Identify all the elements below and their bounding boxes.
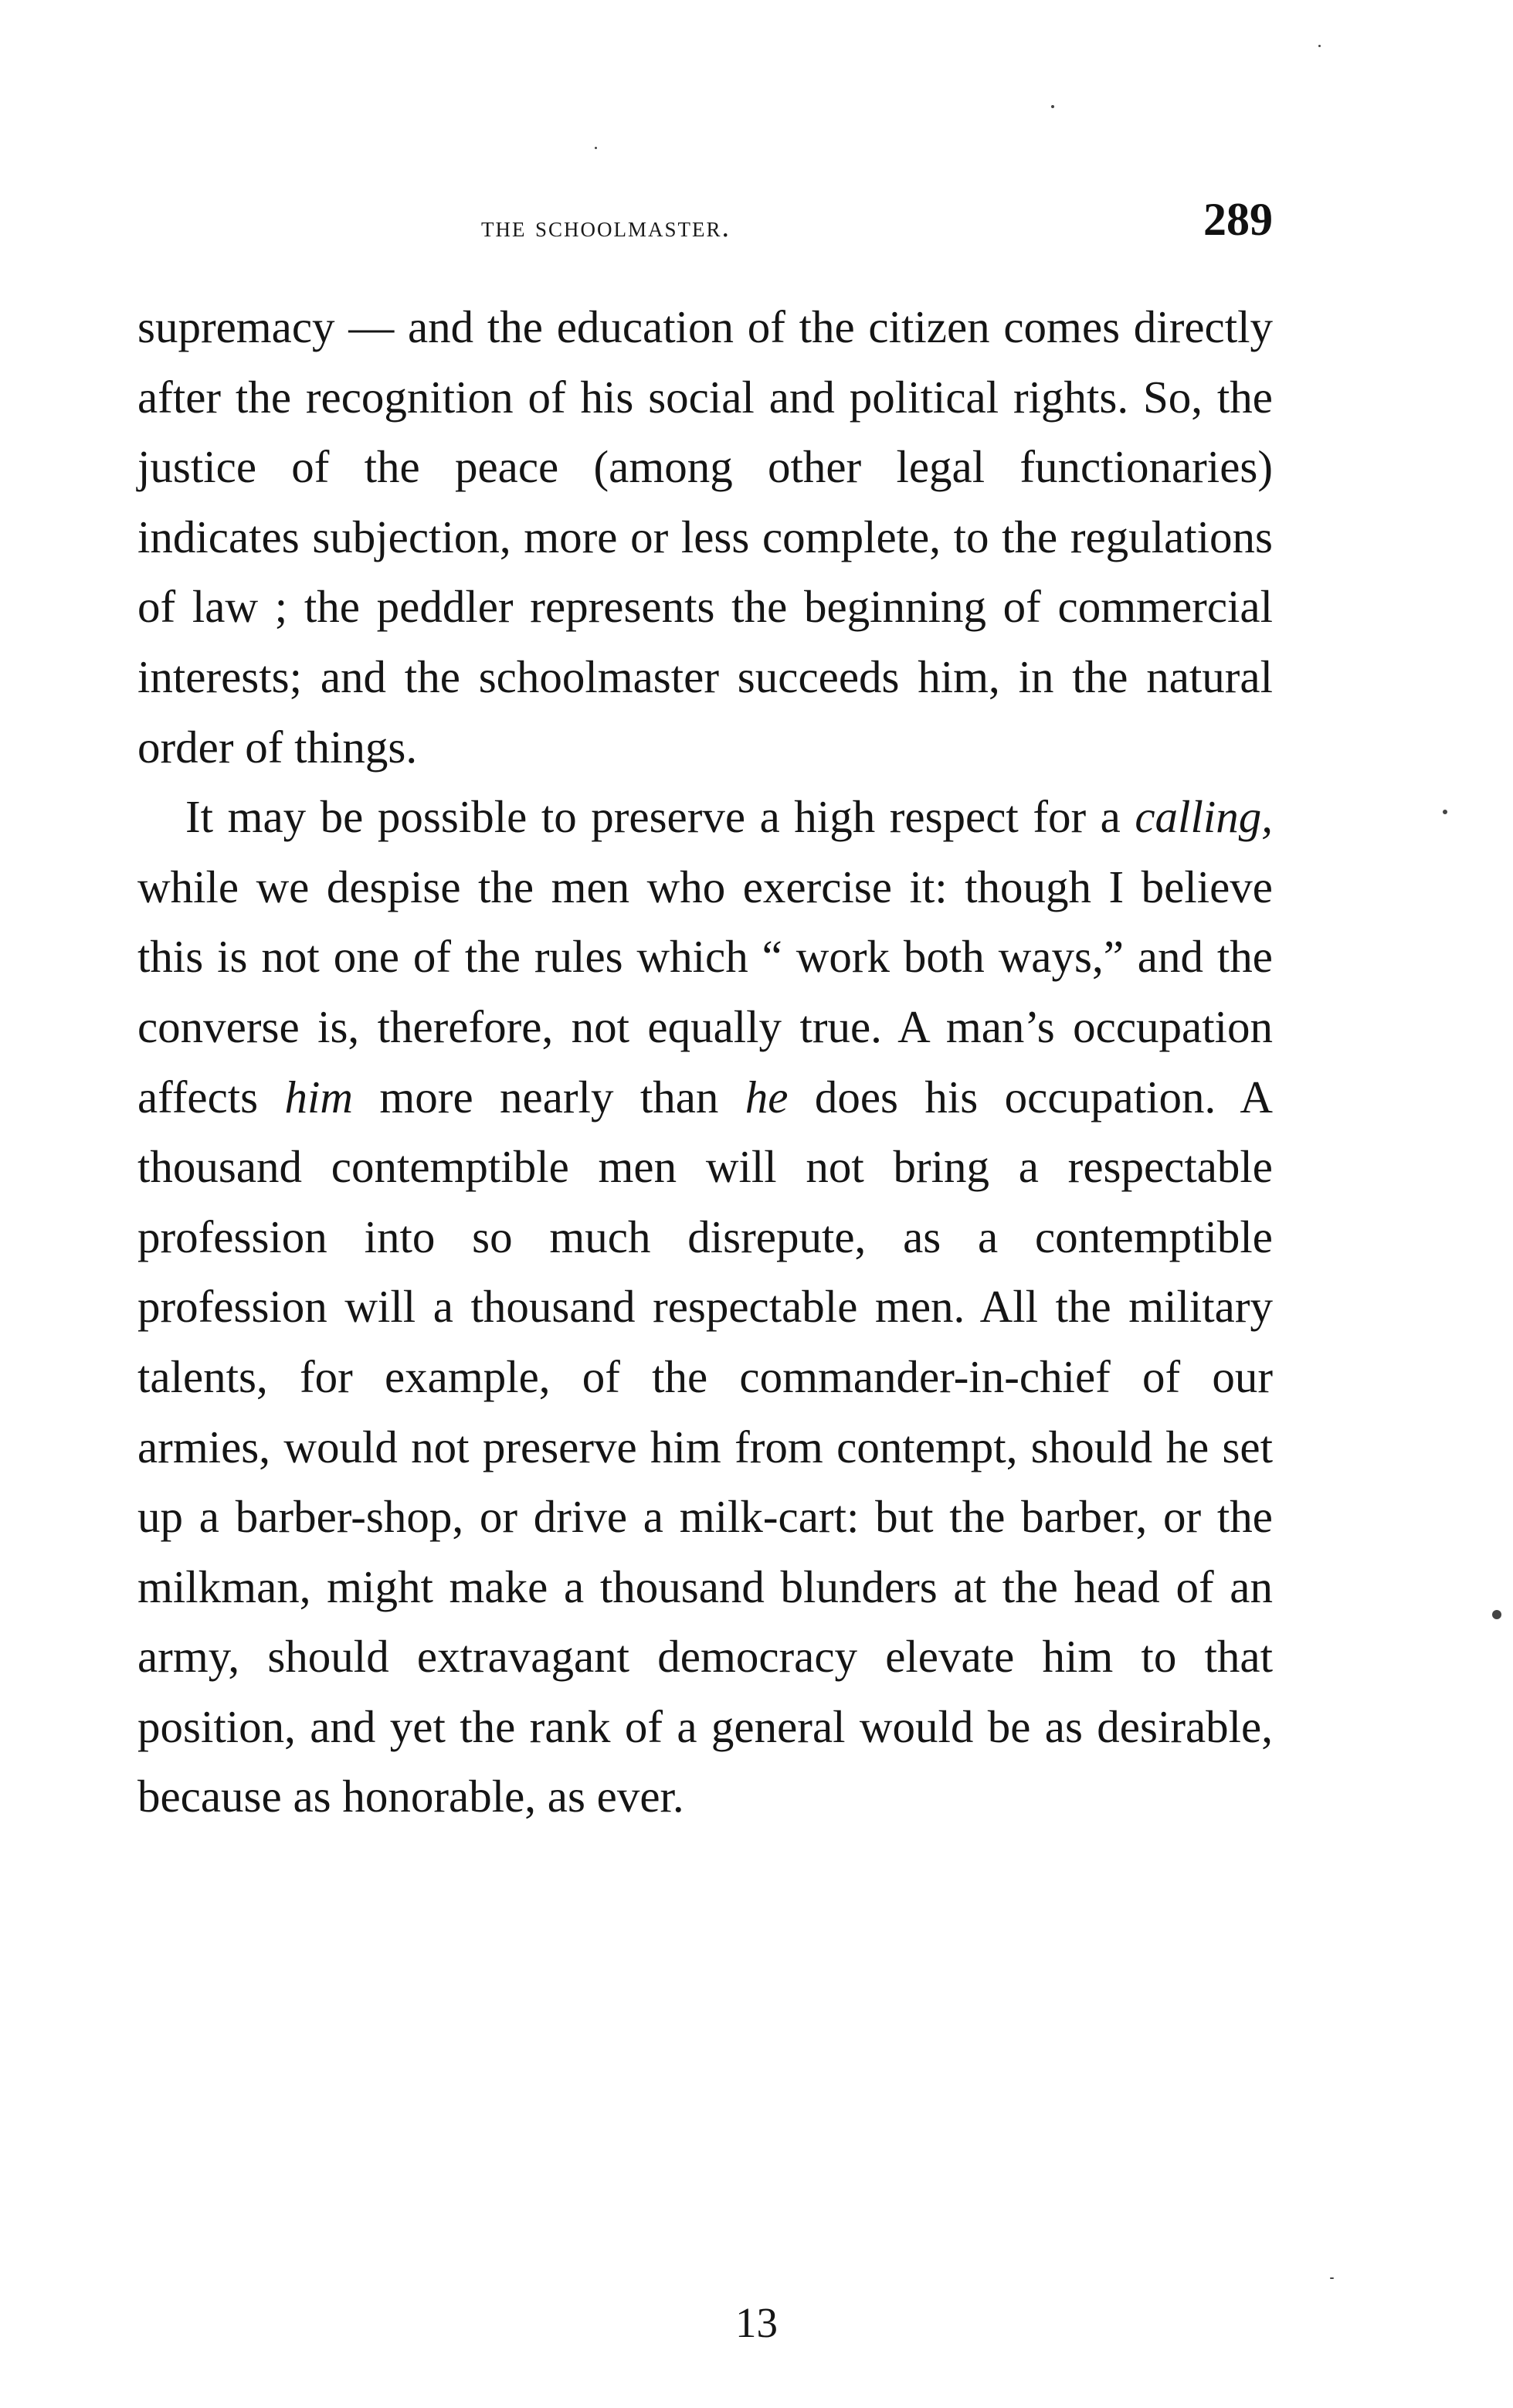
page-header [137, 193, 1273, 263]
paragraph-2-text-1: It may be possible to preserve a high respect for a [185, 791, 1135, 843]
paragraph-2-text-4: does his occupation. A thousand contemptible men will not bring a respectable profession into so much disrepute, as a contemptible profession will a thousand respectable men. All the military talents, for example, of the commander-in-chief of our armies, would not preserve him from contempt, should he set up a barber-shop, or drive a milk-cart: but the barber, or the milkman, might make a thousand blunders at the head of an army, should extravagant democracy elevate him to that position, and yet the rank of a general would be as desirable, because as honorable, as ever. [137, 1071, 1273, 1822]
paragraph-1: supremacy — and the education of the citizen comes directly after the recognition of his social and political rights. So, the justice of the peace (among other legal functionaries) indicates subjection, more or less complete, to the regulations of law ; the peddler represents the beginning of commercial interests; and the schoolmaster succeeds him, in the natural order of things. [137, 301, 1273, 773]
page-number: 289 [1203, 194, 1273, 245]
ink-speck [1443, 810, 1447, 814]
signature-mark: 13 [735, 2299, 778, 2346]
running-title: the schoolmaster. [481, 211, 731, 243]
paragraph-2-text-3: more nearly than [353, 1071, 745, 1122]
italic-calling: calling, [1135, 791, 1273, 843]
paragraph-2 [137, 782, 1273, 1832]
ink-speck [1051, 105, 1054, 108]
paragraph-2-text-2: while we despise the men who exercise it: though I believe this is not one of the rules which “ work both ways,” and the converse is, therefore, not equally true. A man’s occupation affects [137, 861, 1273, 1122]
ink-speck [1318, 45, 1321, 47]
italic-him: him [284, 1071, 354, 1122]
ink-speck [595, 147, 597, 149]
body-text [137, 292, 1273, 1832]
italic-he: he [745, 1071, 789, 1122]
ink-speck [1492, 1610, 1501, 1619]
ink-speck [1330, 2277, 1334, 2279]
